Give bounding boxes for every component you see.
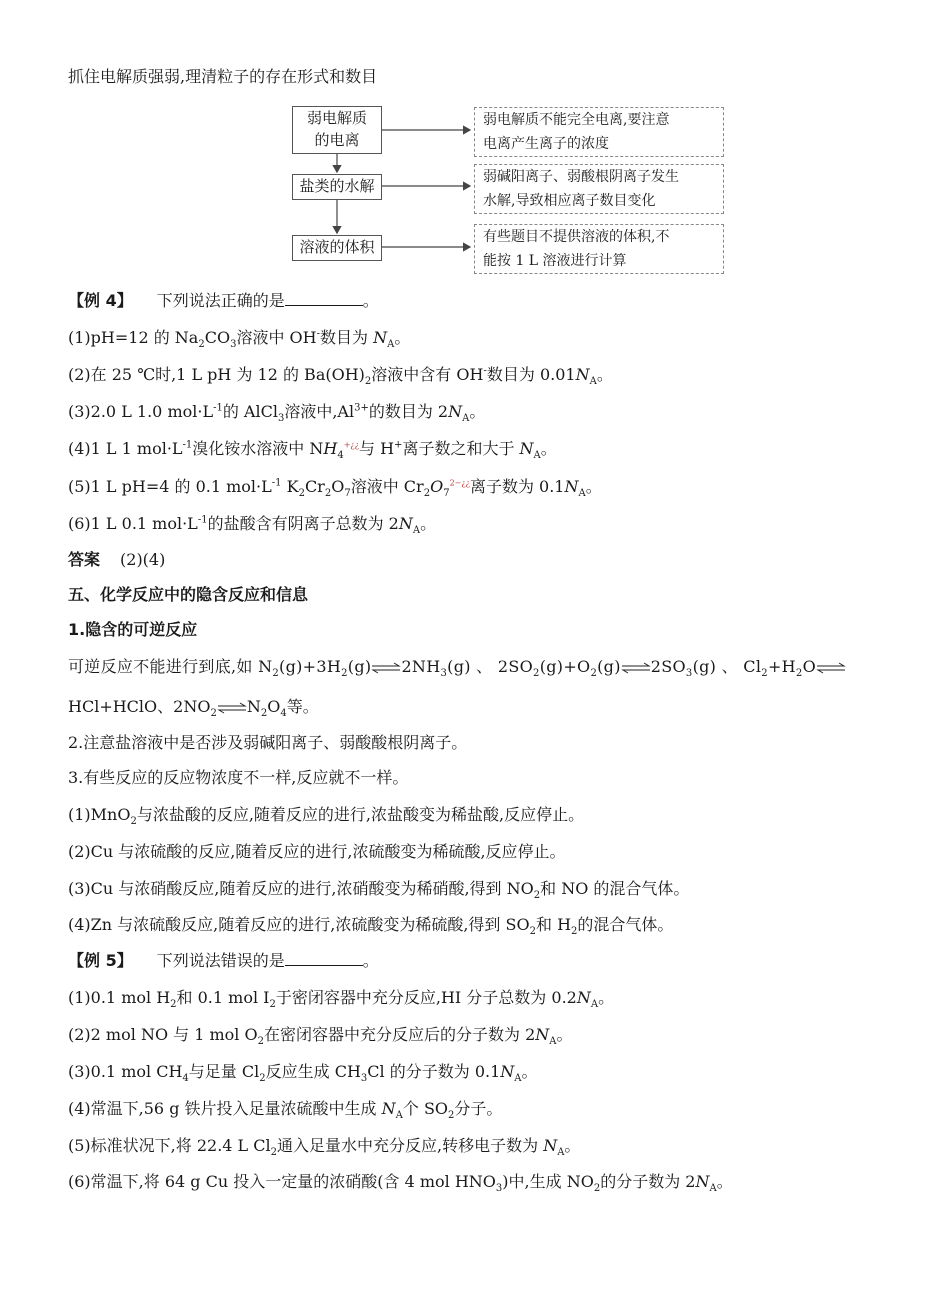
box-weak-electrolyte-line1: 弱电解质	[306, 109, 367, 127]
answer-value: (2)(4)	[120, 550, 166, 569]
ex5-item-5: (5)标准状况下,将 22.4 L $Cl_2$通入足量水中充分反应,转移电子数为 $N_A$。	[68, 1136, 581, 1159]
section-5-title: 五、化学反应中的隐含反应和信息	[68, 585, 309, 604]
example-5-label: 【例 5】	[68, 951, 133, 970]
note-volume-line1: 有些题目不提供溶液的体积,不	[483, 229, 670, 245]
answer-blank	[285, 291, 363, 306]
ex4-item-4: (4)1 L 1 $mol\cdot L^{-1}$溴化铵水溶液中 $NH_4^{+¿¿}$与 H+离子数之和大于 $N_A$。	[68, 439, 557, 462]
ex4-item-3: (3)2.0 L 1.0 $mol\cdot L^{-1}$的 AlCl$_3$溶液中$,Al^{3+}$的数目为 $2N_A$。	[68, 402, 486, 425]
ex4-item-6: (6)1 L 0.1 $mol\cdot L^{-1}$的盐酸含有阴离子总数为 $2N_A$。	[68, 514, 437, 537]
equilibrium-arrow-icon	[371, 662, 401, 674]
note-hydrolysis-line1: 弱碱阳离子、弱酸根阴离子发生	[483, 169, 679, 185]
ex4-item-5: (5)1 L pH=4 的 0.1 $mol\cdot L^{-1}$ $K_2Cr_2O_7$溶液中 $Cr_2O_7^{2-¿¿}$离子数为 $0.1N_A$。	[68, 477, 602, 500]
point-2: 2.注意盐溶液中是否涉及弱碱阳离子、弱酸酸根阴离子。	[68, 733, 468, 752]
point-3: 3.有些反应的反应物浓度不一样,反应就不一样。	[68, 768, 409, 787]
equilibrium-arrow-icon	[217, 702, 247, 714]
ex4-item-1: (1)pH=12 的 $Na_2CO_3$溶液中 OH-数目为 $N_A$。	[68, 328, 411, 351]
reaction-2: (2)Cu 与浓硫酸的反应,随着反应的进行,浓硫酸变为稀硫酸,反应停止。	[68, 842, 566, 861]
ex4-item-2: (2)在 25 ℃时,1 L pH 为 12 的 $Ba(OH)_2$溶液中含有 OH-数目为 $0.01N_A$。	[68, 365, 613, 388]
ex5-item-2: (2)2 mol NO 与 1 mol $O_2$在密闭容器中充分反应后的分子数为 $2N_A$。	[68, 1025, 573, 1048]
ex5-item-3: (3)0.1 mol $CH_4$与足量 $Cl_2$反应生成 $CH_3Cl$ 的分子数为 $0.1N_A$。	[68, 1062, 538, 1085]
note-ionization-line2: 电离产生离子的浓度	[483, 136, 609, 152]
subsection-1-title: 1.隐含的可逆反应	[68, 620, 198, 639]
example-5-header	[68, 950, 379, 972]
flow-diagram	[292, 106, 679, 276]
box-weak-electrolyte-line2: 的电离	[314, 131, 360, 149]
answer-label: 答案	[68, 550, 101, 569]
note-volume	[474, 224, 724, 274]
reaction-1: (1)MnO$_2$与浓盐酸的反应,随着反应的进行,浓盐酸变为稀盐酸,反应停止。	[68, 805, 585, 828]
note-hydrolysis	[474, 164, 724, 214]
ex5-item-6: (6)常温下,将 64 g Cu 投入一定量的浓硝酸(含 4 mol $HNO_3$)中,生成 $NO_2$的分子数为 $2N_A$。	[68, 1172, 733, 1195]
reversible-reactions-line1: 可逆反应不能进行到底,如 $N_2(g)+3H_2(g)$ $2NH_3(g)$ 、 $2SO_2(g)+O_2(g)$ $2SO_3(g)$ 、 $Cl_2+H_2O$	[68, 656, 846, 678]
equilibrium-arrow-icon	[816, 662, 846, 674]
note-ionization	[474, 107, 724, 157]
reaction-3: (3)Cu 与浓硝酸反应,随着反应的进行,浓硝酸变为稀硝酸,得到 $NO_2$和 NO 的混合气体。	[68, 879, 690, 902]
box-salt-hydrolysis: 盐类的水解	[292, 174, 382, 200]
ex5-item-1: (1)0.1 mol $H_2$和 0.1 mol $I_2$于密闭容器中充分反应,HI 分子总数为 $0.2N_A$。	[68, 988, 615, 1011]
example-5-suffix: 。	[362, 951, 379, 970]
answer-line	[68, 549, 165, 571]
example-5-question: 下列说法错误的是	[156, 951, 285, 970]
equilibrium-arrow-icon	[621, 662, 651, 674]
note-ionization-line1: 弱电解质不能完全电离,要注意	[483, 112, 670, 128]
example-4-label: 【例 4】	[68, 291, 133, 310]
note-hydrolysis-line2: 水解,导致相应离子数目变化	[483, 193, 656, 209]
note-volume-line2: 能按 1 L 溶液进行计算	[483, 253, 627, 269]
answer-blank	[285, 951, 363, 966]
example-4-header	[68, 290, 379, 312]
example-4-suffix: 。	[362, 291, 379, 310]
example-4-question: 下列说法正确的是	[156, 291, 285, 310]
reaction-4: (4)Zn 与浓硫酸反应,随着反应的进行,浓硫酸变为稀硫酸,得到 $SO_2$和 $H_2$的混合气体。	[68, 915, 674, 938]
intro-text: 抓住电解质强弱,理清粒子的存在形式和数目	[68, 67, 378, 86]
box-solution-volume: 溶液的体积	[292, 235, 382, 261]
ex5-item-4: (4)常温下,56 g 铁片投入足量浓硫酸中生成 $N_A$个 $SO_2$分子。	[68, 1099, 503, 1122]
reversible-reactions-line2: HCl+HClO、$2NO_2$ $N_2O_4$等。	[68, 697, 319, 720]
